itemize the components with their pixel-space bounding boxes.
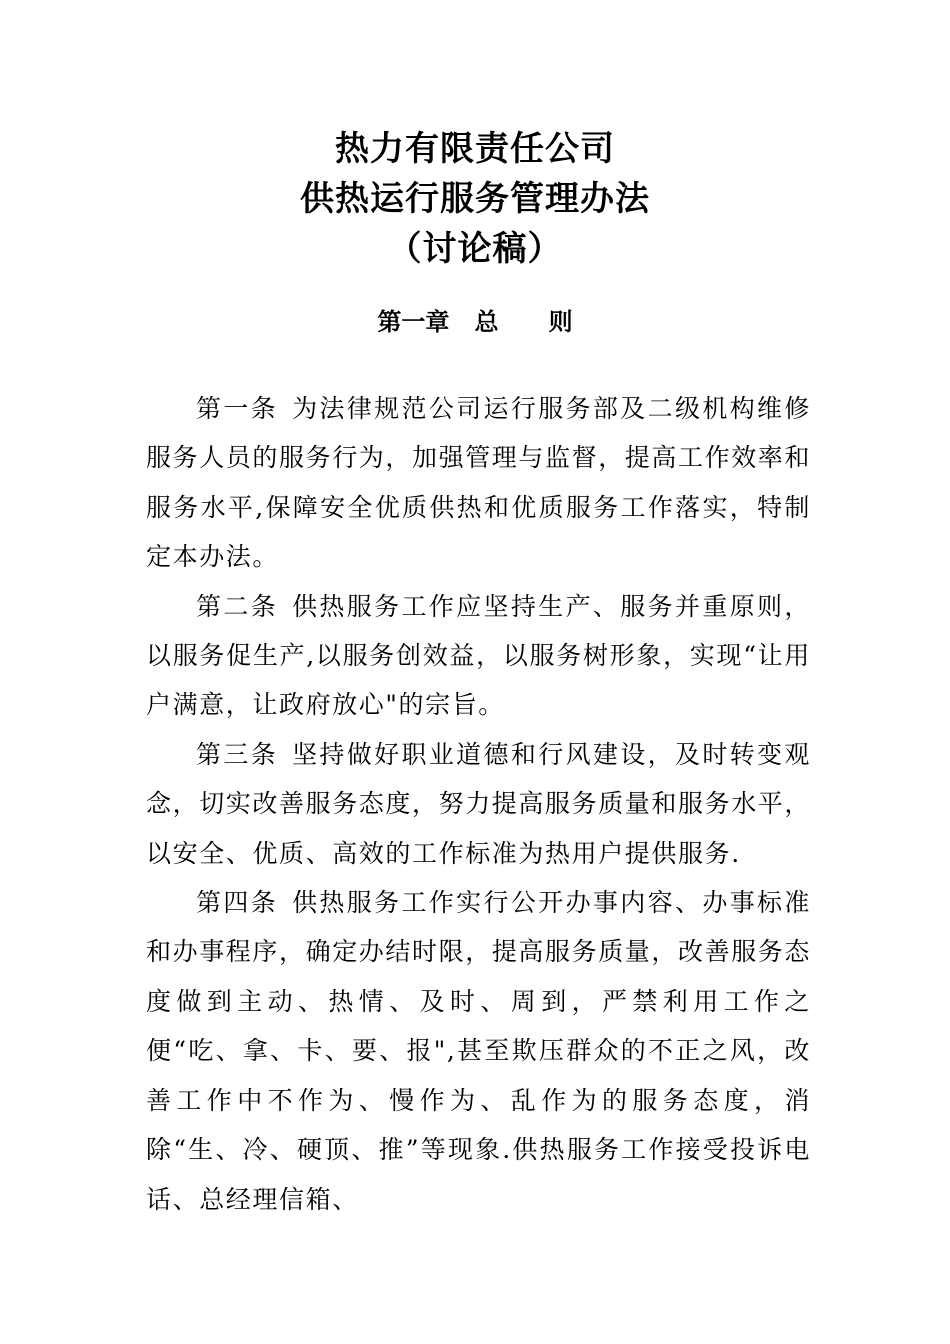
article-1 bbox=[146, 384, 811, 582]
article-3 bbox=[146, 730, 811, 878]
title-draft-note: （讨论稿） bbox=[387, 229, 563, 269]
article-number: 第三条 bbox=[196, 739, 279, 769]
article-number: 第二条 bbox=[196, 591, 279, 621]
article-number: 第四条 bbox=[196, 888, 279, 918]
title-regulation: 供热运行服务管理办法 bbox=[300, 179, 650, 219]
article-4 bbox=[146, 878, 811, 1224]
article-text: 为法律规范公司运行服务部及二级机构维修服务人员的服务行为，加强管理与监督，提高工作效率和服务水平,保障安全优质供热和优质服务工作落实，特制定本办法。 bbox=[146, 394, 812, 572]
article-text: 供热服务工作实行公开办事内容、办事标准和办事程序，确定办结时限，提高服务质量，改善服务态度做到主动、热情、及时、周到，严禁利用工作之便“吃、拿、卡、要、报",甚至欺压群众的不正之风，改善工作中不作为、慢作为、乱作为的服务态度，消除“生、冷、硬顶、推”等现象.供热服务工作接受投诉电话、总经理信箱、 bbox=[146, 888, 812, 1214]
document-title bbox=[0, 124, 950, 274]
article-text: 坚持做好职业道德和行风建设，及时转变观念，切实改善服务态度，努力提高服务质量和服务水平，以安全、优质、高效的工作标准为热用户提供服务. bbox=[146, 739, 812, 868]
article-text: 供热服务工作应坚持生产、服务并重原则，以服务促生产,以服务创效益，以服务树形象，实现“让用户满意，让政府放心"的宗旨。 bbox=[146, 591, 811, 720]
title-company: 热力有限责任公司 bbox=[335, 129, 615, 169]
article-number: 第一条 bbox=[196, 394, 279, 423]
article-2 bbox=[146, 582, 811, 730]
document-body bbox=[146, 384, 811, 1224]
chapter-heading: 第一章 总 则 bbox=[377, 308, 573, 336]
